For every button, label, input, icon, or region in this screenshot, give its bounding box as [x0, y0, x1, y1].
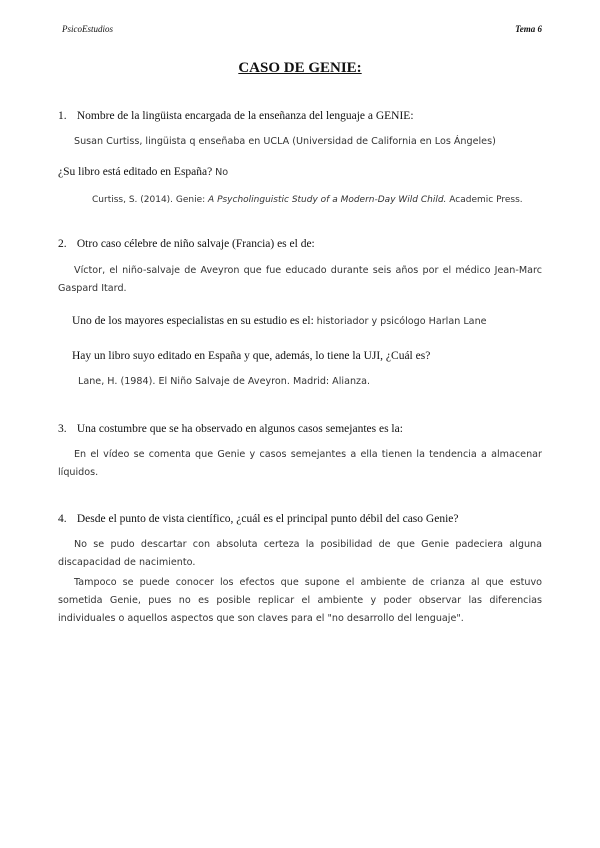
- reference-1-title: A Psycholinguistic Study of a Modern-Day Wild Child.: [208, 195, 447, 205]
- question-4: [58, 513, 458, 525]
- answer-1: Susan Curtiss, lingüista q enseñaba en UCLA (Universidad de California en Los Ángeles): [74, 136, 496, 147]
- question-1-sub-text: ¿Su libro está editado en España?: [58, 166, 213, 178]
- answer-3: En el vídeo se comenta que Genie y casos semejantes a ella tienen la tendencia a almacenar líquidos.: [58, 449, 542, 478]
- reference-2: Lane, H. (1984). El Niño Salvaje de Aveyron. Madrid: Alianza.: [78, 376, 371, 387]
- question-1-number: 1.: [58, 110, 67, 122]
- question-2-sub-1: [72, 315, 487, 327]
- question-2-sub-2: Hay un libro suyo editado en España y que, además, lo tiene la UJI, ¿Cuál es?: [72, 350, 431, 362]
- question-2-text: Otro caso célebre de niño salvaje (Francia) es el de:: [76, 238, 315, 250]
- reference-1: [92, 191, 552, 209]
- header-topic: Tema 6: [515, 24, 542, 34]
- question-2-sub-1-answer: historiador y psicólogo Harlan Lane: [316, 316, 487, 327]
- question-4-text: Desde el punto de vista científico, ¿cuál es el principal punto débil del caso Genie?: [76, 513, 459, 525]
- header-brand: PsicoEstudios: [62, 24, 113, 34]
- question-2-sub-1-text: Uno de los mayores especialistas en su estudio es el:: [72, 315, 314, 327]
- answer-4-paragraph-1: No se pudo descartar con absoluta certeza la posibilidad de que Genie padeciera alguna discapacidad de nacimiento.: [58, 539, 542, 568]
- question-2-number: 2.: [58, 238, 67, 250]
- question-4-number: 4.: [58, 513, 67, 525]
- reference-1-post: Academic Press.: [446, 195, 523, 205]
- question-3-text: Una costumbre que se ha observado en algunos casos semejantes es la:: [76, 423, 403, 435]
- question-3-number: 3.: [58, 423, 67, 435]
- question-2: [58, 238, 315, 250]
- answer-2: Víctor, el niño-salvaje de Aveyron que fue educado durante seis años por el médico Jean-Marc Gaspard Itard.: [58, 265, 542, 294]
- question-1-sub-answer: No: [215, 167, 229, 178]
- reference-1-pre: Curtiss, S. (2014). Genie:: [92, 195, 209, 205]
- document-title: CASO DE GENIE:: [238, 60, 362, 76]
- answer-4-paragraph-2: Tampoco se puede conocer los efectos que supone el ambiente de crianza al que estuvo sometida Genie, pues no es posible replicar el ambiente y poder observar las diferencias individuales o aquellos aspectos que son claves para el "no desarrollo del lenguaje".: [58, 577, 542, 624]
- question-1-text: Nombre de la lingüista encargada de la enseñanza del lenguaje a GENIE:: [76, 110, 414, 122]
- question-3: [58, 423, 403, 435]
- question-1-sub: [58, 166, 228, 178]
- question-1: [58, 110, 414, 122]
